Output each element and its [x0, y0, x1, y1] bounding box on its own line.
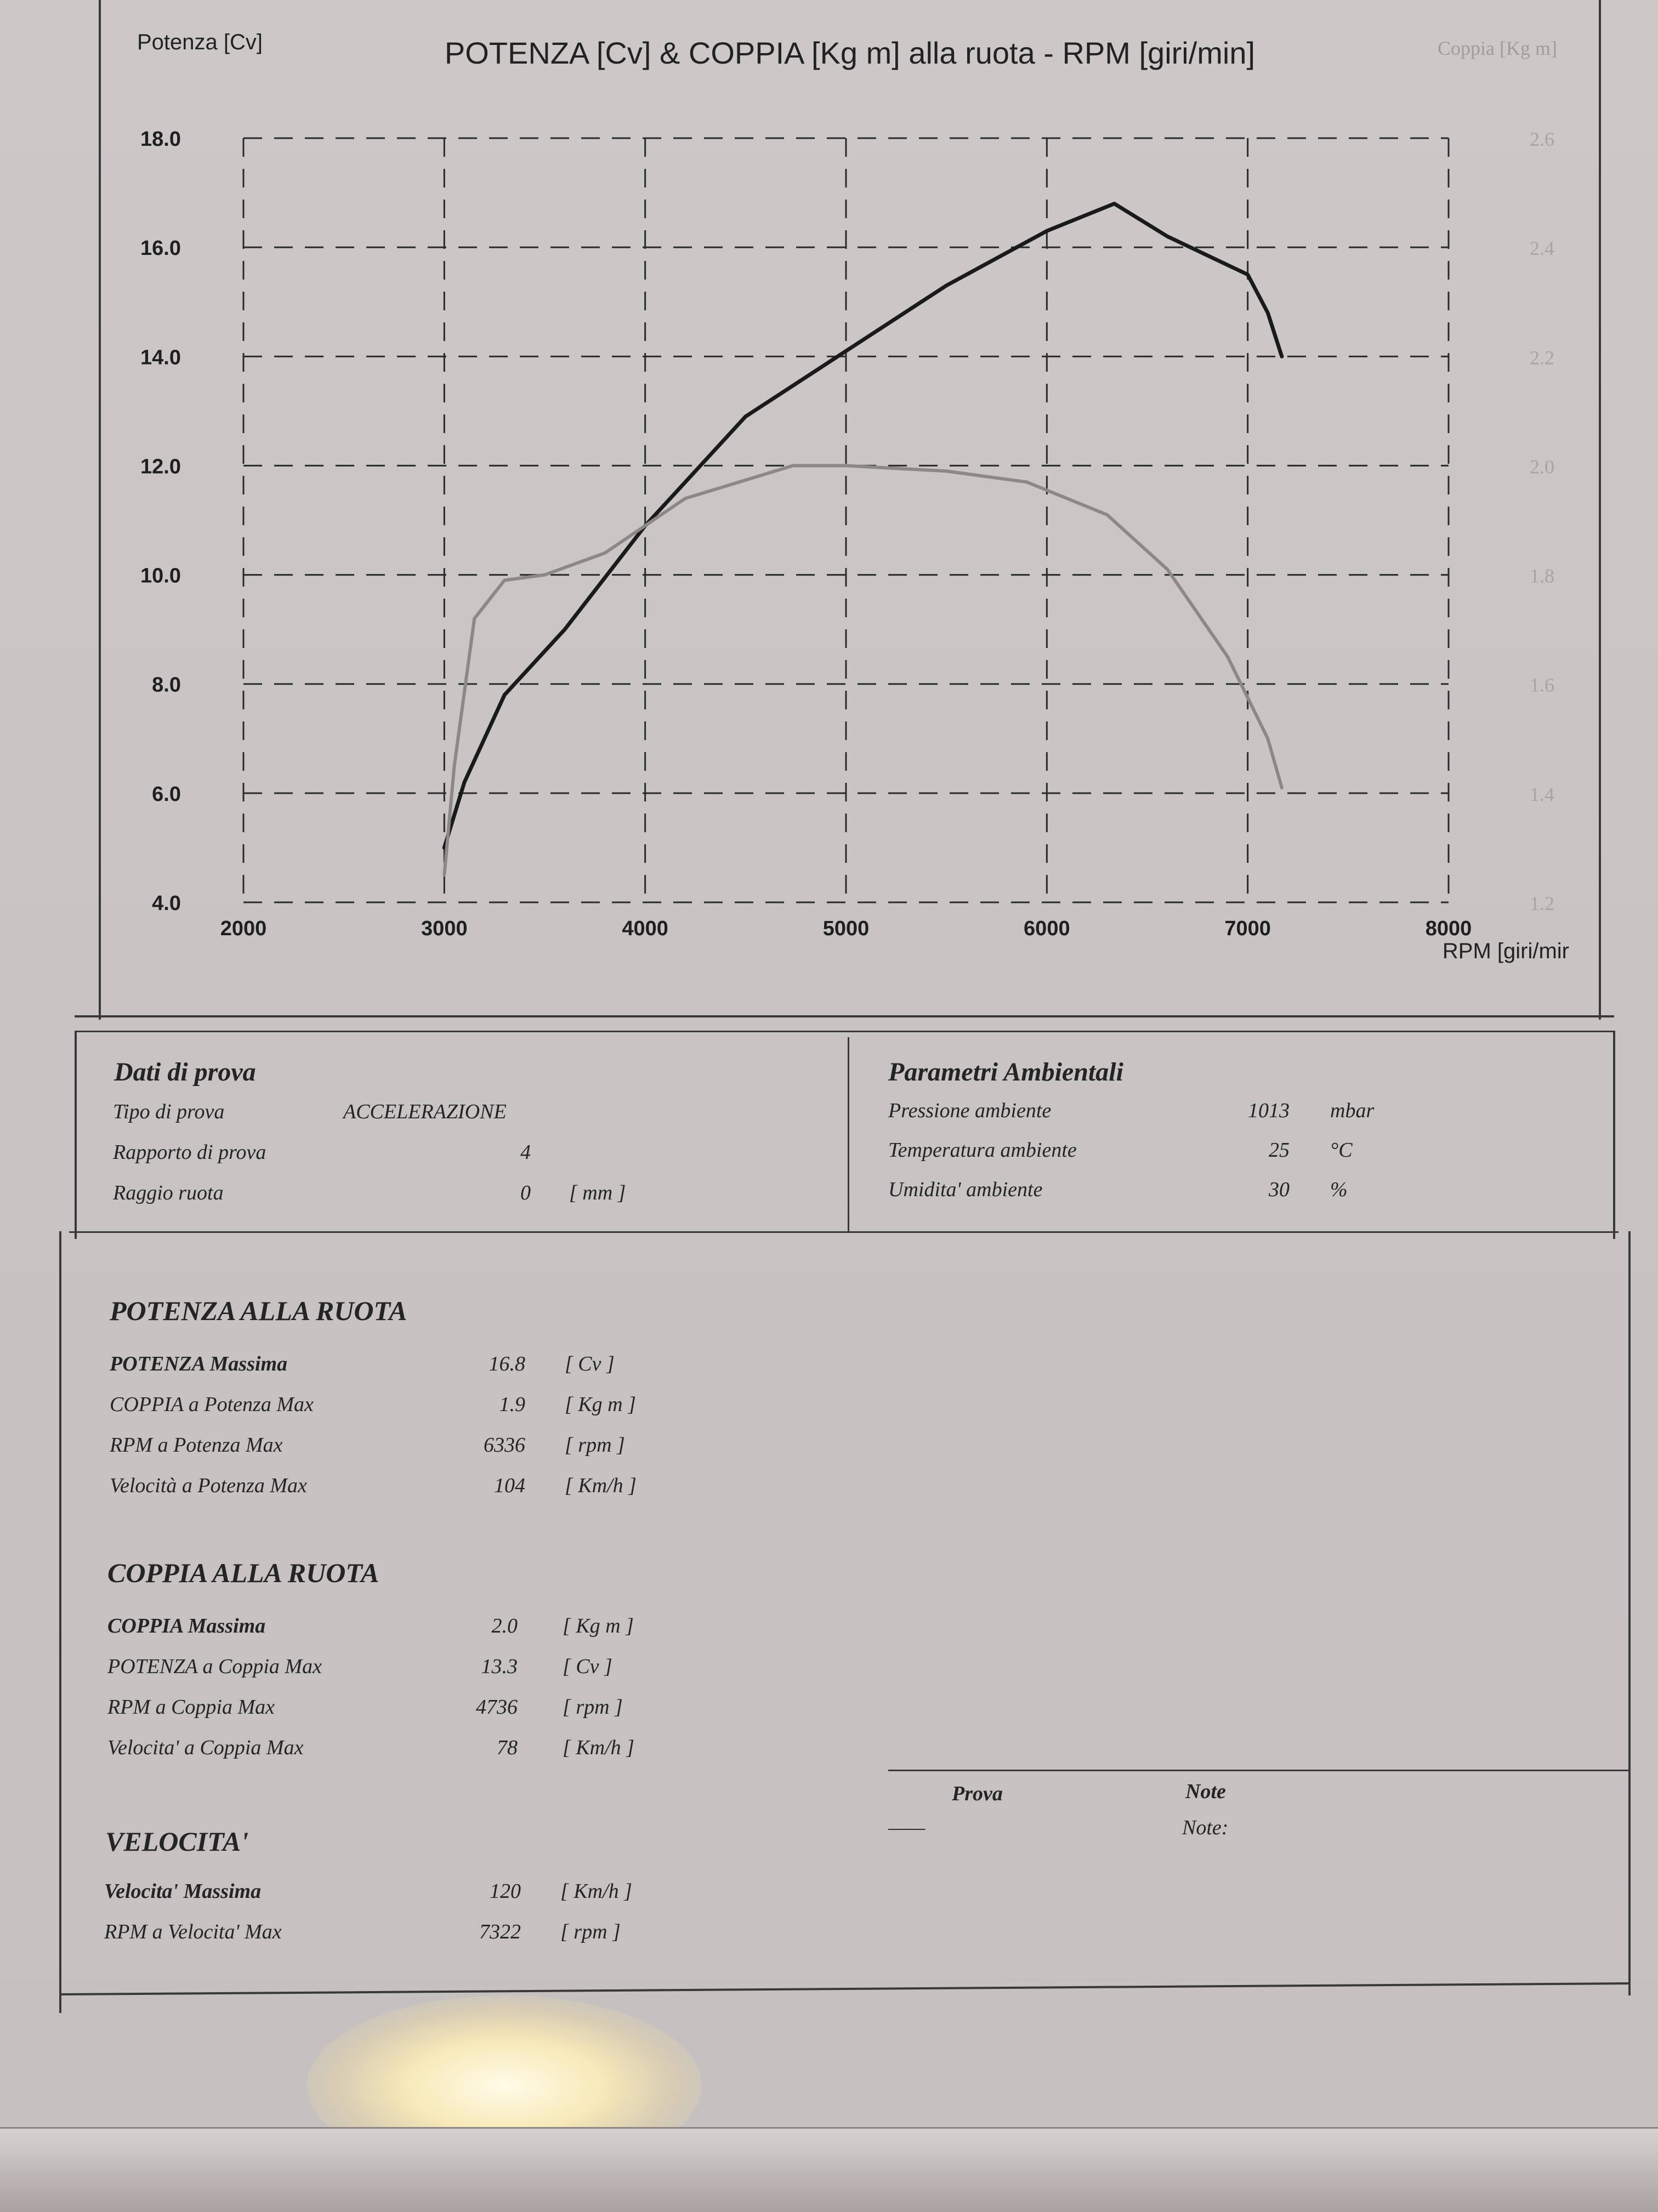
y-left-tick-label: 4.0	[152, 892, 181, 915]
coppia-row-label: RPM a Coppia Max	[107, 1696, 275, 1719]
dati_prova-row-label: Tipo di prova	[113, 1100, 225, 1123]
series-line-coppia	[444, 465, 1282, 875]
dati_prova-row-value: 4	[520, 1141, 531, 1164]
parametri-row-label: Temperatura ambiente	[888, 1139, 1077, 1162]
y-left-tick-label: 12.0	[140, 455, 181, 479]
potenza-section-title: POTENZA ALLA RUOTA	[110, 1295, 407, 1326]
paper-edge	[0, 2127, 1658, 2212]
results-right-border	[1628, 1231, 1631, 1995]
y-right-tick-label: 2.0	[1530, 456, 1554, 478]
coppia-row-label: COPPIA Massima	[107, 1614, 266, 1637]
x-tick-label: 2000	[220, 917, 267, 940]
coppia-row-value: 4736	[476, 1696, 518, 1719]
parametri-row-value: 25	[1269, 1139, 1290, 1162]
x-tick-label: 4000	[622, 917, 668, 940]
potenza-row-value: 6336	[484, 1434, 525, 1457]
y-right-tick-label: 1.4	[1530, 783, 1554, 805]
potenza-row-label: POTENZA Massima	[110, 1352, 288, 1375]
coppia-row-unit: [ Kg m ]	[563, 1614, 634, 1637]
potenza-row-label: Velocità a Potenza Max	[110, 1474, 307, 1497]
note-box-top-rule	[888, 1770, 1628, 1771]
parametri-row-label: Umidita' ambiente	[888, 1178, 1043, 1201]
y-right-tick-label: 1.6	[1530, 674, 1554, 696]
prova-dash: ——	[888, 1816, 925, 1839]
coppia-row-unit: [ rpm ]	[563, 1696, 623, 1719]
power-torque-chart	[0, 0, 1658, 1020]
coppia-row-value: 78	[497, 1736, 518, 1759]
prova-header: Prova	[952, 1782, 1003, 1805]
y-left-tick-label: 18.0	[140, 128, 181, 151]
velocita-row-value: 7322	[479, 1920, 521, 1943]
parametri-row-value: 30	[1269, 1178, 1290, 1201]
x-tick-label: 8000	[1425, 917, 1472, 940]
info-column-divider	[848, 1037, 849, 1232]
note-value: Note:	[1182, 1816, 1229, 1839]
potenza-row-value: 16.8	[489, 1352, 525, 1375]
coppia-row-label: POTENZA a Coppia Max	[107, 1655, 322, 1678]
info-left-border	[75, 1031, 77, 1239]
coppia-row-label: Velocita' a Coppia Max	[107, 1736, 304, 1759]
info-right-border	[1613, 1031, 1615, 1239]
velocita-section-title: VELOCITA'	[105, 1826, 249, 1857]
y-left-tick-label: 14.0	[140, 346, 181, 369]
velocita-row-value: 120	[490, 1880, 521, 1903]
dati_prova-row-label: Rapporto di prova	[113, 1141, 266, 1164]
velocita-row-unit: [ Km/h ]	[560, 1880, 632, 1903]
parametri-row-value: 1013	[1248, 1099, 1290, 1122]
coppia-row-unit: [ Km/h ]	[563, 1736, 634, 1759]
y-right-tick-label: 2.2	[1530, 346, 1554, 369]
dati_prova-row-value: 0	[520, 1181, 531, 1204]
potenza-row-unit: [ Cv ]	[565, 1352, 615, 1375]
y-left-tick-label: 6.0	[152, 782, 181, 806]
potenza-row-unit: [ Kg m ]	[565, 1393, 636, 1416]
x-tick-label: 3000	[421, 917, 468, 940]
info-top-rule	[75, 1031, 1614, 1032]
chart-title: POTENZA [Cv] & COPPIA [Kg m] alla ruota - RPM [giri/min]	[444, 36, 1256, 70]
potenza-row-label: RPM a Potenza Max	[110, 1434, 283, 1457]
info-bottom-rule	[69, 1231, 1619, 1233]
series-line-potenza	[444, 204, 1282, 848]
parametri-row-unit: %	[1330, 1178, 1348, 1201]
coppia-section-title: COPPIA ALLA RUOTA	[107, 1557, 379, 1588]
potenza-row-value: 1.9	[499, 1393, 525, 1416]
x-tick-label: 6000	[1024, 917, 1070, 940]
y-right-tick-label: 2.4	[1530, 237, 1554, 260]
potenza-row-unit: [ rpm ]	[565, 1434, 625, 1457]
y-axis-right-label: Coppia [Kg m]	[1438, 37, 1557, 59]
velocita-row-unit: [ rpm ]	[560, 1920, 621, 1943]
parametri-row-unit: °C	[1330, 1139, 1353, 1162]
y-right-tick-label: 1.2	[1530, 892, 1554, 914]
parametri-title: Parametri Ambientali	[888, 1057, 1123, 1087]
velocita-row-label: RPM a Velocita' Max	[104, 1920, 282, 1943]
x-tick-label: 5000	[822, 917, 870, 940]
parametri-row-unit: mbar	[1330, 1099, 1375, 1122]
dati-prova-title: Dati di prova	[114, 1057, 256, 1087]
y-left-tick-label: 16.0	[140, 237, 181, 260]
potenza-row-label: COPPIA a Potenza Max	[110, 1393, 314, 1416]
y-right-tick-label: 2.6	[1530, 128, 1554, 150]
potenza-row-value: 104	[494, 1474, 525, 1497]
x-axis-label: RPM [giri/mir	[1442, 939, 1569, 963]
velocita-row-label: Velocita' Massima	[104, 1880, 262, 1903]
coppia-row-value: 13.3	[481, 1655, 518, 1678]
y-axis-left-label: Potenza [Cv]	[137, 30, 263, 54]
y-right-tick-label: 1.8	[1530, 565, 1554, 587]
note-header: Note	[1185, 1780, 1226, 1803]
coppia-row-unit: [ Cv ]	[563, 1655, 612, 1678]
parametri-row-label: Pressione ambiente	[888, 1099, 1052, 1122]
dati_prova-row-value: ACCELERAZIONE	[343, 1100, 507, 1123]
coppia-row-value: 2.0	[491, 1614, 518, 1637]
dati_prova-row-label: Raggio ruota	[113, 1181, 224, 1204]
x-tick-label: 7000	[1224, 917, 1271, 940]
dati_prova-row-unit: [ mm ]	[569, 1181, 626, 1204]
results-left-border	[59, 1231, 61, 2013]
y-left-tick-label: 10.0	[140, 564, 181, 588]
y-left-tick-label: 8.0	[152, 673, 181, 697]
potenza-row-unit: [ Km/h ]	[565, 1474, 637, 1497]
